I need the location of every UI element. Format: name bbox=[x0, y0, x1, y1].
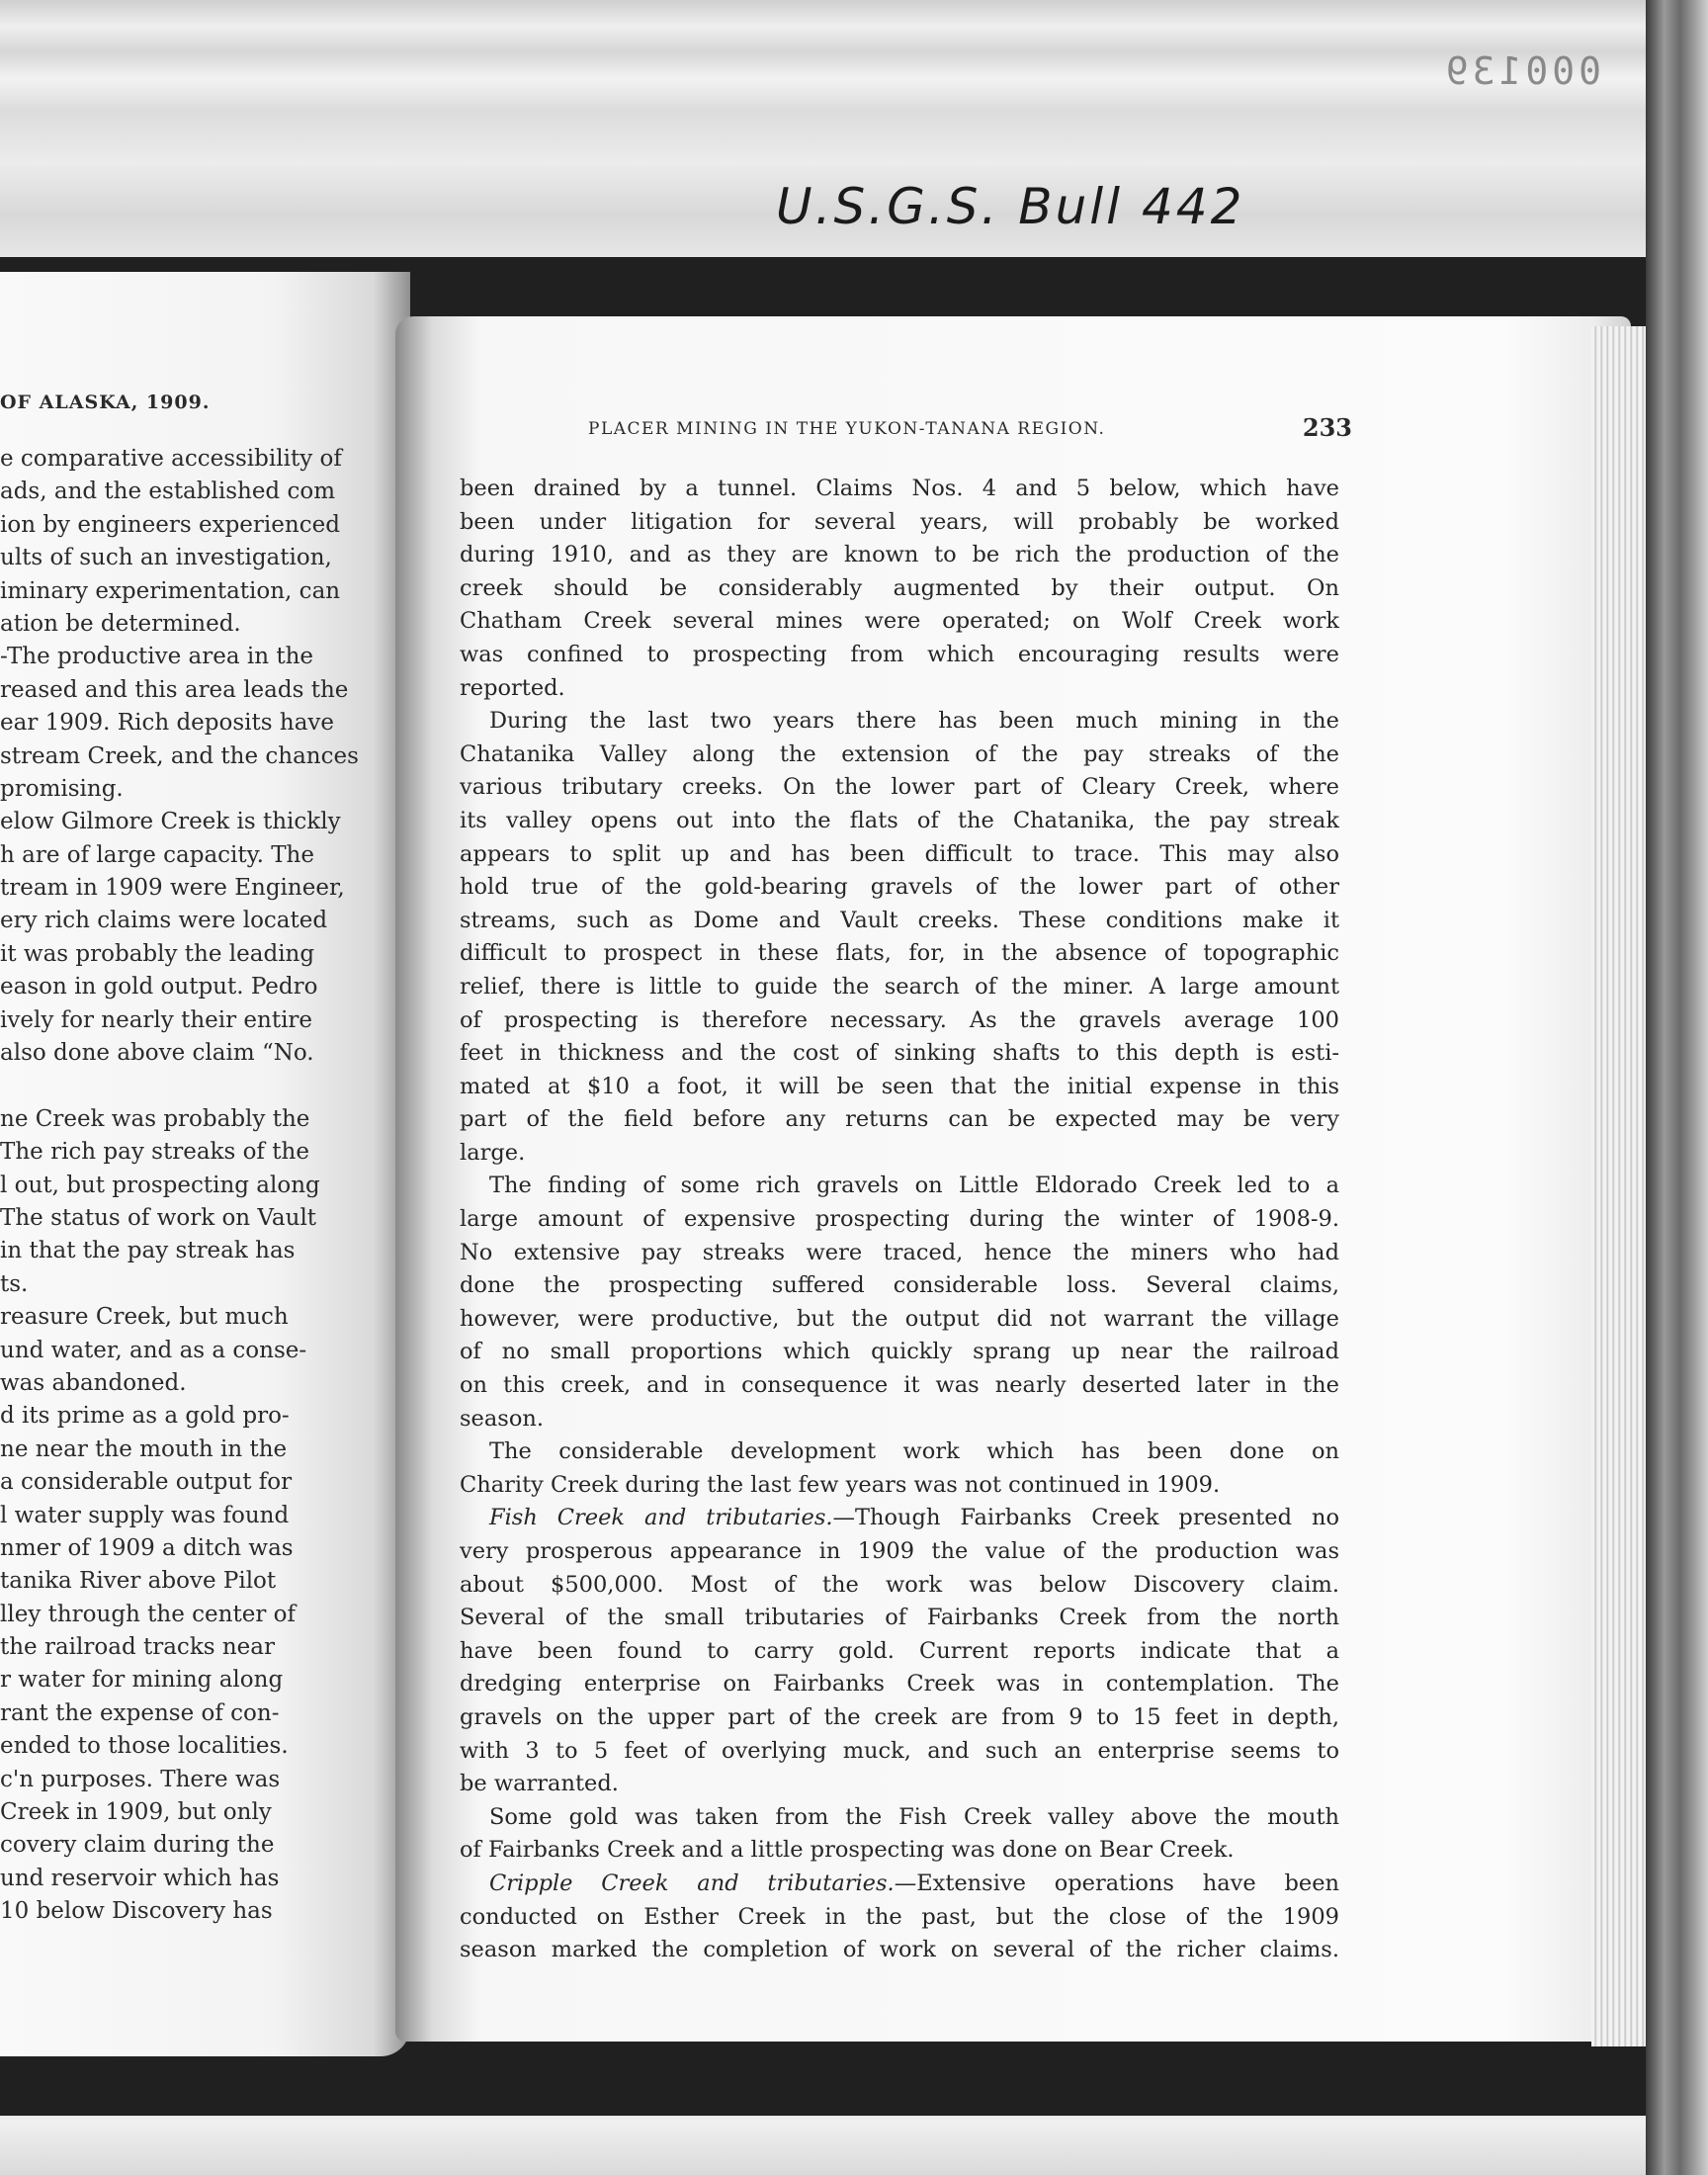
body-text-line: done the prospecting suffered considerable loss. Several claims, bbox=[460, 1272, 1339, 1299]
body-text-line: during 1910, and as they are known to be rich the production of the bbox=[460, 542, 1339, 568]
left-text-line: reased and this area leads the bbox=[0, 676, 349, 703]
body-text-line: season. bbox=[460, 1405, 545, 1432]
body-text-line: Chatanika Valley along the extension of the pay streaks of the bbox=[460, 740, 1339, 767]
left-text-line: The status of work on Vault bbox=[0, 1204, 317, 1231]
left-text-line: ults of such an investigation, bbox=[0, 545, 332, 571]
left-text-line: iminary experimentation, can bbox=[0, 577, 341, 604]
body-text-line: reported. bbox=[460, 674, 565, 701]
body-text-line: large amount of expensive prospecting during the winter of 1908-9. bbox=[460, 1206, 1339, 1233]
body-text-line: Chatham Creek several mines were operated; on Wolf Creek work bbox=[460, 608, 1339, 635]
left-text-line: it was probably the leading bbox=[0, 940, 315, 967]
left-text-line: ation be determined. bbox=[0, 610, 241, 637]
left-text-line: ts. bbox=[0, 1270, 29, 1297]
body-text-line: on this creek, and in consequence it was nearly deserted later in the bbox=[460, 1372, 1339, 1399]
left-text-line: l out, but prospecting along bbox=[0, 1172, 320, 1198]
left-text-line: h are of large capacity. The bbox=[0, 841, 314, 868]
body-text-line bbox=[460, 1868, 1339, 1901]
left-text-line: r water for mining along bbox=[0, 1667, 284, 1694]
left-text-line: reasure Creek, but much bbox=[0, 1304, 289, 1331]
left-text-line: ads, and the established com bbox=[0, 478, 336, 505]
left-text-line: The rich pay streaks of the bbox=[0, 1139, 309, 1166]
body-text-line: conducted on Esther Creek in the past, but the close of the 1909 bbox=[460, 1903, 1339, 1930]
body-text-line: with 3 to 5 feet of overlying muck, and such an enterprise seems to bbox=[460, 1737, 1339, 1764]
body-text-line: Several of the small tributaries of Fairbanks Creek from the north bbox=[460, 1605, 1339, 1631]
left-text-line: tanika River above Pilot bbox=[0, 1568, 277, 1595]
left-text-line: the railroad tracks near bbox=[0, 1634, 275, 1661]
body-text-line: dredging enterprise on Fairbanks Creek was in contemplation. The bbox=[460, 1671, 1339, 1697]
scan-edge-right bbox=[1646, 0, 1708, 2175]
body-text-line: mated at $10 a foot, it will be seen that the initial expense in this bbox=[460, 1073, 1339, 1099]
body-text-line: been under litigation for several years, will probably be worked bbox=[460, 508, 1339, 535]
left-text-line: und reservoir which has bbox=[0, 1865, 280, 1891]
body-text-line: The considerable development work which has been done on bbox=[489, 1438, 1339, 1465]
body-text-line: of prospecting is therefore necessary. As the gravels average 100 bbox=[460, 1006, 1339, 1033]
left-page-text bbox=[0, 443, 376, 1956]
left-text-line: lley through the center of bbox=[0, 1601, 296, 1627]
left-text-line: rant the expense of con- bbox=[0, 1699, 280, 1726]
left-text-line: und water, and as a conse- bbox=[0, 1337, 307, 1363]
handwritten-note: U.S.G.S. Bull 442 bbox=[776, 178, 1245, 235]
body-text-line: been drained by a tunnel. Claims Nos. 4 and 5 below, which have bbox=[460, 476, 1339, 501]
right-running-head: PLACER MINING IN THE YUKON-TANANA REGION. bbox=[588, 419, 1106, 439]
left-text-line: ne near the mouth in the bbox=[0, 1436, 288, 1462]
body-text-line: difficult to prospect in these flats, for, in the absence of topographic bbox=[460, 940, 1339, 967]
left-text-line: 10 below Discovery has bbox=[0, 1898, 273, 1925]
left-text-line: ear 1909. Rich deposits have bbox=[0, 710, 335, 737]
left-text-line: Creek in 1909, but only bbox=[0, 1799, 272, 1826]
left-text-line bbox=[0, 1070, 376, 1102]
body-text-line: gravels on the upper part of the creek are from 9 to 15 feet in depth, bbox=[460, 1703, 1339, 1730]
body-text-line bbox=[460, 1502, 1339, 1535]
body-text-line: season marked the completion of work on several of the richer claims. bbox=[460, 1937, 1339, 1963]
section-heading-rest: —Though Fairbanks Creek presented no bbox=[832, 1505, 1339, 1531]
left-text-line: stream Creek, and the chances bbox=[0, 742, 359, 769]
body-text-line: very prosperous appearance in 1909 the value of the production was bbox=[460, 1538, 1339, 1564]
body-text-line: about $500,000. Most of the work was below Discovery claim. bbox=[460, 1571, 1339, 1598]
right-page-text bbox=[460, 473, 1339, 1963]
body-text-line: however, were productive, but the output did not warrant the village bbox=[460, 1305, 1339, 1332]
body-text-line: of Fairbanks Creek and a little prospecting was done on Bear Creek. bbox=[460, 1837, 1235, 1864]
body-text-line: hold true of the gold-bearing gravels of the lower part of other bbox=[460, 874, 1339, 901]
body-text-line: relief, there is little to guide the search of the miner. A large amount bbox=[460, 973, 1339, 1000]
body-text-line: was confined to prospecting from which encouraging results were bbox=[460, 641, 1339, 667]
body-text-line: its valley opens out into the flats of the Chatanika, the pay streak bbox=[460, 807, 1339, 833]
body-text-line: various tributary creeks. On the lower part of Cleary Creek, where bbox=[460, 774, 1339, 801]
left-text-line: ery rich claims were located bbox=[0, 908, 328, 934]
left-text-line: was abandoned. bbox=[0, 1369, 187, 1396]
section-heading: Cripple Creek and tributaries. bbox=[489, 1870, 895, 1896]
page-number: 233 bbox=[1302, 413, 1352, 442]
body-text-line: large. bbox=[460, 1139, 526, 1166]
left-text-line: ively for nearly their entire bbox=[0, 1006, 313, 1033]
left-text-line: e comparative accessibility of bbox=[0, 446, 342, 472]
body-text-line: feet in thickness and the cost of sinking shafts to this depth is esti- bbox=[460, 1040, 1339, 1067]
left-text-line: a considerable output for bbox=[0, 1469, 293, 1496]
stamp-number: 000139 bbox=[1441, 49, 1601, 93]
left-text-line: also done above claim “No. bbox=[0, 1040, 314, 1067]
left-text-line: in that the pay streak has bbox=[0, 1238, 296, 1264]
body-text-line: of no small proportions which quickly sprang up near the railroad bbox=[460, 1339, 1339, 1365]
left-text-line: -The productive area in the bbox=[0, 644, 314, 670]
left-text-line: ion by engineers experienced bbox=[0, 511, 340, 538]
left-text-line: ne Creek was probably the bbox=[0, 1105, 310, 1132]
left-text-line: nmer of 1909 a ditch was bbox=[0, 1534, 294, 1561]
left-text-line: tream in 1909 were Engineer, bbox=[0, 875, 345, 902]
left-running-head: OF ALASKA, 1909. bbox=[0, 392, 211, 413]
left-text-line: covery claim during the bbox=[0, 1832, 275, 1859]
left-text-line: eason in gold output. Pedro bbox=[0, 974, 318, 1000]
left-text-line: ended to those localities. bbox=[0, 1733, 289, 1760]
body-text-line: No extensive pay streaks were traced, hence the miners who had bbox=[460, 1239, 1339, 1265]
section-heading: Fish Creek and tributaries. bbox=[489, 1505, 833, 1531]
left-text-line: d its prime as a gold pro- bbox=[0, 1403, 290, 1430]
page-edges bbox=[1591, 326, 1646, 2046]
body-text-line: part of the field before any returns can be expected may be very bbox=[460, 1106, 1339, 1133]
left-text-line: promising. bbox=[0, 775, 124, 802]
body-text-line: have been found to carry gold. Current reports indicate that a bbox=[460, 1637, 1339, 1664]
body-text-line: Some gold was taken from the Fish Creek valley above the mouth bbox=[489, 1803, 1339, 1830]
section-heading-rest: —Extensive operations have been bbox=[894, 1870, 1339, 1896]
body-text-line: During the last two years there has been much mining in the bbox=[489, 708, 1339, 735]
body-text-line: creek should be considerably augmented by their output. On bbox=[460, 574, 1339, 601]
left-text-line: l water supply was found bbox=[0, 1502, 290, 1528]
left-text-line: c'n purposes. There was bbox=[0, 1766, 281, 1792]
body-text-line: Charity Creek during the last few years was not continued in 1909. bbox=[460, 1471, 1221, 1498]
body-text-line: The finding of some rich gravels on Little Eldorado Creek led to a bbox=[489, 1173, 1339, 1199]
body-text-line: be warranted. bbox=[460, 1771, 619, 1797]
body-text-line: streams, such as Dome and Vault creeks. These conditions make it bbox=[460, 907, 1339, 933]
left-text-line: elow Gilmore Creek is thickly bbox=[0, 809, 341, 835]
body-text-line: appears to split up and has been difficult to trace. This may also bbox=[460, 840, 1339, 867]
